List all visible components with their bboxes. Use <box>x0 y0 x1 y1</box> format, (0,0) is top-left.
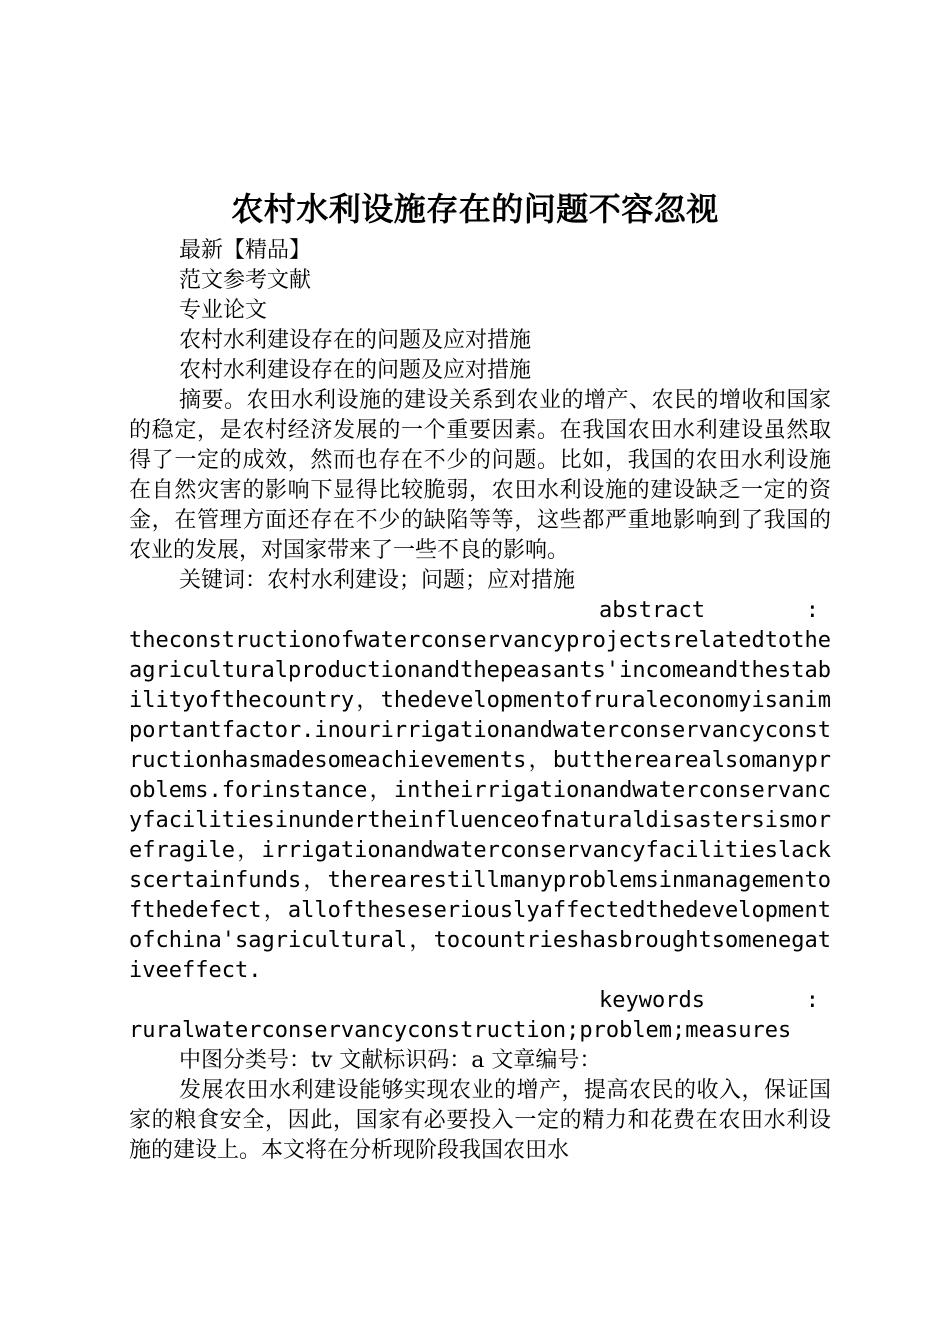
meta-line-subtitle: 农村水利建设存在的问题及应对措施 <box>179 328 532 353</box>
intro-paragraph: 发展农田水利建设能够实现农业的增产，提高农民的收入，保证国家的粮食安全，因此，国家有必要投入一定的精力和花费在农田水利设施的建设上。本文将在分析现阶段我国农田水 <box>129 1078 831 1163</box>
keywords-english: ruralwaterconservancyconstruction;problem;measures <box>129 1018 792 1043</box>
abstract-english-heading <box>129 596 831 626</box>
keywords-english-label: keywords <box>599 988 705 1013</box>
meta-line-latest: 最新【精品】 <box>179 238 312 263</box>
keywords-chinese: 关键词：农村水利建设；问题；应对措施 <box>179 568 576 593</box>
document-title: 农村水利设施存在的问题不容忽视 <box>231 190 719 228</box>
abstract-english: theconstructionofwaterconservancyprojectsrelatedtotheagriculturalproductionandthepeasants'incomeandthestabilityofthecountry，thedevelopmentofruraleconomyisanimportantfactor.inourirrigationandwaterconservancyconstructionhasmadesomeachievements，buttherearealsomanyproblems.forinstance，intheirrigationandwaterconservancyfacilitiesinundertheinfluenceofnaturaldisastersismorefragile，irrigationandwaterconservancyfacilitieslackscertainfunds，therearestillmanyproblemsinmanagementofthedefect，alloftheseseriouslyaffectedthedevelopmentofchina'sagricultural，tocountrieshasbroughtsomenegativeeffect. <box>129 628 831 983</box>
abstract-chinese: 摘要。农田水利设施的建设关系到农业的增产、农民的增收和国家的稳定，是农村经济发展的一个重要因素。在我国农田水利建设虽然取得了一定的成效，然而也存在不少的问题。比如，我国的农田水利设施在自然灾害的影响下显得比较脆弱，农田水利设施的建设缺乏一定的资金，在管理方面还存在不少的缺陷等等，这些都严重地影响到了我国的农业的发展，对国家带来了一些不良的影响。 <box>129 388 831 563</box>
classification-line: 中图分类号：tv 文献标识码：a 文章编号： <box>179 1048 602 1073</box>
abstract-english-label: abstract <box>599 598 705 623</box>
abstract-english-colon: : <box>805 598 819 623</box>
document-body <box>129 236 831 1166</box>
keywords-english-colon: : <box>805 988 819 1013</box>
keywords-english-heading <box>129 986 831 1016</box>
meta-line-subtitle-repeat: 农村水利建设存在的问题及应对措施 <box>179 358 532 383</box>
meta-line-paper-type: 专业论文 <box>179 298 268 323</box>
meta-line-reference: 范文参考文献 <box>179 268 312 293</box>
